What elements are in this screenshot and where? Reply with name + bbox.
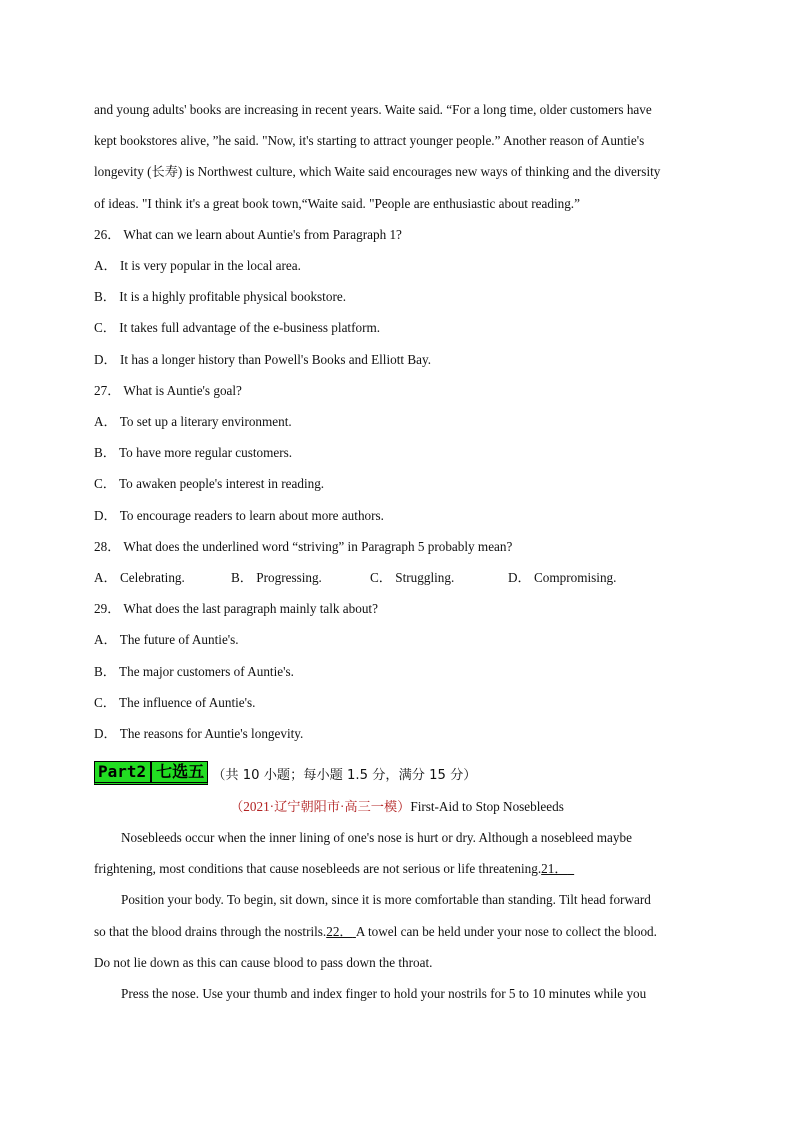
passage2-line: Press the nose. Use your thumb and index finger to hold your nostrils for 5 to 10 minutes while you	[121, 986, 647, 1001]
passage-line: of ideas. "I think it's a great book town,“Waite said. "People are enthusiastic about reading.”	[94, 196, 580, 211]
option-26-d: D． It has a longer history than Powell's Books and Elliott Bay.	[94, 352, 432, 367]
part2-label-a: Part2	[98, 762, 147, 781]
option-26-b: B． It is a highly profitable physical bookstore.	[94, 289, 346, 304]
passage-title: First-Aid to Stop Nosebleeds	[410, 799, 564, 814]
part2-info: （共 10 小题；每小题 1.5 分，满分 15 分）	[212, 767, 477, 783]
option-29-d: D． The reasons for Auntie's longevity.	[94, 726, 304, 741]
part2-label	[94, 761, 208, 785]
passage2-text: A towel can be held under your nose to collect the blood.	[355, 924, 657, 939]
option-27-b: B． To have more regular customers.	[94, 445, 293, 460]
option-28-b: B． Progressing.	[231, 570, 322, 585]
passage-line: kept bookstores alive, ”he said. "Now, it's starting to attract younger people.” Another reason of Auntie's	[94, 133, 645, 148]
passage-line: longevity (长寿) is Northwest culture, which Waite said encourages new ways of thinking and the diversity	[94, 164, 661, 179]
part2-label-divider	[150, 762, 152, 782]
passage2-text: frightening, most conditions that cause nosebleeds are not serious or life threatening.	[94, 861, 542, 876]
blank-22: 22．	[326, 924, 353, 939]
passage-line: and young adults' books are increasing in recent years. Waite said. “For a long time, older customers have	[94, 102, 652, 117]
source-prefix: （2021·辽宁朝阳市·高三一模）	[230, 799, 411, 814]
passage2-line	[94, 860, 714, 878]
option-26-c: C． It takes full advantage of the e-business platform.	[94, 320, 381, 335]
passage2-line: Position your body. To begin, sit down, since it is more comfortable than standing. Tilt head forward	[121, 892, 651, 907]
question-stem-28: 28． What does the underlined word “striving” in Paragraph 5 probably mean?	[94, 539, 513, 554]
passage2-line: Nosebleeds occur when the inner lining of one's nose is hurt or dry. Although a nosebleed maybe	[121, 830, 632, 845]
question-stem-26: 26． What can we learn about Auntie's from Paragraph 1?	[94, 227, 402, 242]
option-29-c: C． The influence of Auntie's.	[94, 695, 256, 710]
passage-source	[0, 798, 794, 816]
option-27-c: C． To awaken people's interest in reading.	[94, 476, 325, 491]
part2-header	[94, 761, 477, 785]
question-stem-27: 27． What is Auntie's goal?	[94, 383, 242, 398]
question-stem-29: 29． What does the last paragraph mainly talk about?	[94, 601, 378, 616]
option-26-a: A． It is very popular in the local area.	[94, 258, 301, 273]
option-29-b: B． The major customers of Auntie's.	[94, 664, 294, 679]
option-27-d: D． To encourage readers to learn about more authors.	[94, 508, 384, 523]
passage2-line: Do not lie down as this can cause blood to pass down the throat.	[94, 955, 433, 970]
option-29-a: A． The future of Auntie's.	[94, 632, 239, 647]
passage2-text: so that the blood drains through the nostrils.	[94, 924, 327, 939]
option-27-a: A． To set up a literary environment.	[94, 414, 292, 429]
blank-21: 21．	[541, 861, 568, 876]
passage2-line	[94, 923, 714, 941]
option-28-d: D． Compromising.	[508, 570, 617, 585]
part2-label-b: 七选五	[156, 762, 205, 781]
option-28-a: A． Celebrating.	[94, 570, 185, 585]
option-28-c: C． Struggling.	[370, 570, 455, 585]
